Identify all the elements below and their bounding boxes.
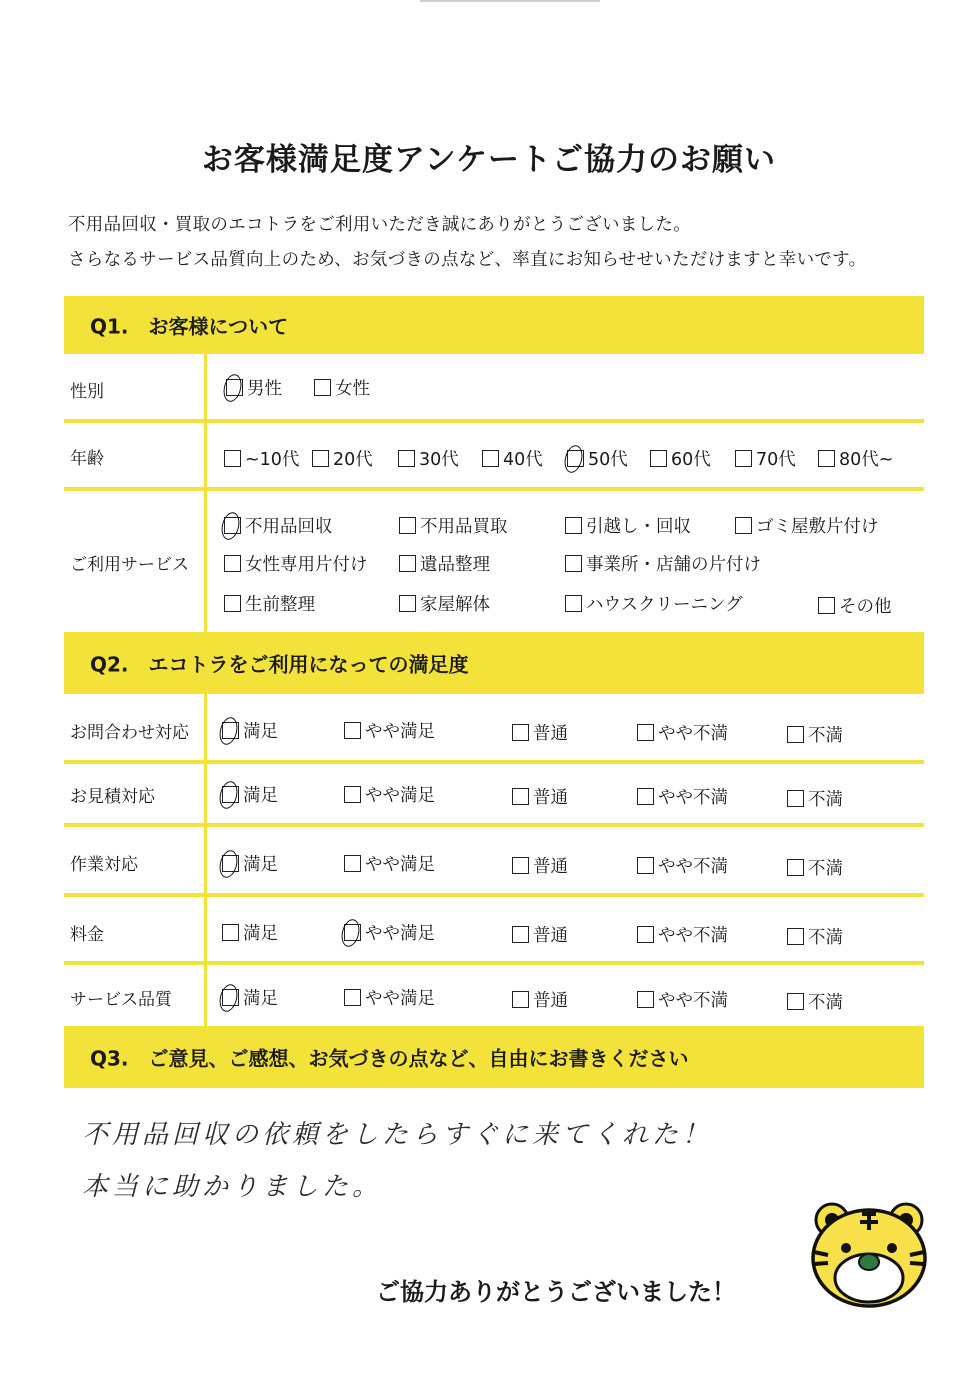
option-label: 普通 [533, 724, 568, 744]
q2-row1-somewhat-satisfied[interactable] [344, 782, 435, 807]
checkbox[interactable] [512, 926, 529, 943]
service-option-garbage-house[interactable] [735, 513, 879, 538]
q3-heading: Q3. ご意見、ご感想、お気づきの点など、自由にお書きください [90, 1046, 689, 1071]
checkbox[interactable] [224, 595, 241, 612]
handwritten-circle-mark [562, 443, 585, 474]
q2-row2-somewhat-dissatisfied[interactable] [637, 853, 728, 878]
option-label: 女性専用片付け [245, 555, 368, 575]
option-label: 満足 [243, 722, 278, 742]
checkbox[interactable] [567, 450, 584, 467]
checkbox[interactable] [637, 926, 654, 943]
handwritten-circle-mark [217, 715, 240, 746]
q2-row4-somewhat-dissatisfied[interactable] [637, 987, 728, 1012]
option-label: 普通 [533, 788, 568, 808]
q2-row2-somewhat-satisfied[interactable] [344, 851, 435, 876]
age-label: 年齢 [70, 449, 104, 469]
q2-column-divider [204, 694, 207, 1026]
service-option-buyback[interactable] [399, 513, 508, 538]
service-option-other[interactable] [818, 593, 892, 618]
checkbox[interactable] [650, 450, 667, 467]
checkbox[interactable] [224, 555, 241, 572]
q2-row1-somewhat-dissatisfied[interactable] [637, 784, 728, 809]
option-label: やや満足 [365, 924, 435, 944]
option-label: 不満 [808, 928, 843, 948]
checkbox[interactable] [787, 726, 804, 743]
option-label: 不満 [808, 859, 843, 879]
option-label: 不満 [808, 790, 843, 810]
option-label: やや満足 [365, 989, 435, 1009]
q1-heading: Q1. お客様について [90, 314, 289, 339]
service-option-house-cleaning[interactable] [565, 591, 743, 616]
option-label: 80代~ [839, 450, 894, 470]
service-option-pre-death[interactable] [224, 591, 315, 616]
checkbox[interactable] [565, 555, 582, 572]
option-label: 生前整理 [245, 595, 315, 615]
option-label: 不満 [808, 993, 843, 1013]
gender-option-male[interactable] [226, 375, 282, 400]
service-option-estate[interactable] [399, 551, 490, 576]
checkbox[interactable] [398, 450, 415, 467]
checkbox[interactable] [512, 857, 529, 874]
handwritten-circle-mark [339, 917, 362, 948]
checkbox[interactable] [344, 722, 361, 739]
q2-row-label: お見積対応 [70, 787, 155, 807]
q2-row0-somewhat-dissatisfied[interactable] [637, 720, 728, 745]
option-label: 不満 [808, 726, 843, 746]
option-label: 満足 [243, 924, 278, 944]
row-divider [64, 487, 924, 491]
handwritten-circle-mark [217, 779, 240, 810]
q2-heading: Q2. エコトラをご利用になっての満足度 [90, 652, 469, 677]
option-label: やや満足 [365, 786, 435, 806]
option-label: 70代 [756, 450, 796, 470]
q2-row0-dissatisfied[interactable] [787, 722, 843, 747]
checkbox[interactable] [222, 786, 239, 803]
intro-line-2: さらなるサービス品質向上のため、お気づきの点など、率直にお知らせせいただけますと幸いです。 [68, 250, 867, 270]
option-label: やや不満 [658, 857, 728, 877]
option-label: 不用品回収 [245, 517, 333, 537]
q2-row0-somewhat-satisfied[interactable] [344, 718, 435, 743]
checkbox[interactable] [344, 786, 361, 803]
option-label: 50代 [588, 450, 628, 470]
row-divider [64, 419, 924, 423]
option-label: 満足 [243, 855, 278, 875]
option-label: やや不満 [658, 788, 728, 808]
service-option-women-only[interactable] [224, 551, 368, 576]
checkbox[interactable] [222, 924, 239, 941]
checkbox[interactable] [787, 859, 804, 876]
q2-row3-neutral[interactable] [512, 922, 568, 947]
checkbox[interactable] [344, 924, 361, 941]
option-label: 満足 [243, 989, 278, 1009]
q2-row2-neutral[interactable] [512, 853, 568, 878]
tiger-face-icon [810, 1200, 928, 1308]
age-option-70s[interactable] [735, 446, 796, 471]
option-label: その他 [839, 597, 892, 617]
checkbox[interactable] [818, 597, 835, 614]
service-label: ご利用サービス [70, 555, 189, 575]
checkbox[interactable] [314, 379, 331, 396]
checkbox[interactable] [818, 450, 835, 467]
option-label: 不用品買取 [420, 517, 508, 537]
checkbox[interactable] [312, 450, 329, 467]
checkbox[interactable] [637, 857, 654, 874]
q3-header [64, 1026, 924, 1088]
handwritten-circle-mark [221, 372, 244, 403]
q2-row2-satisfied[interactable] [222, 851, 278, 876]
checkbox[interactable] [226, 379, 243, 396]
option-label: 60代 [671, 450, 711, 470]
checkbox[interactable] [399, 595, 416, 612]
option-label: 引越し・回収 [586, 517, 691, 537]
handwritten-circle-mark [217, 848, 240, 879]
checkbox[interactable] [222, 722, 239, 739]
option-label: 遺品整理 [420, 555, 490, 575]
age-option-20s[interactable] [312, 446, 373, 471]
q2-row4-satisfied[interactable] [222, 985, 278, 1010]
option-label: やや不満 [658, 926, 728, 946]
row-divider [64, 961, 924, 965]
option-label: やや不満 [658, 991, 728, 1011]
age-option-under-10[interactable] [224, 446, 299, 471]
q2-row-label: 料金 [70, 925, 104, 945]
option-label: 20代 [333, 450, 373, 470]
option-label: 女性 [335, 379, 370, 399]
q2-row1-satisfied[interactable] [222, 782, 278, 807]
age-option-60s[interactable] [650, 446, 711, 471]
option-label: ハウスクリーニング [586, 595, 743, 615]
handwritten-circle-mark [219, 510, 242, 541]
checkbox[interactable] [787, 928, 804, 945]
q2-row-label: サービス品質 [70, 990, 172, 1010]
handwritten-circle-mark [217, 982, 240, 1013]
checkbox[interactable] [344, 855, 361, 872]
q2-row4-somewhat-satisfied[interactable] [344, 985, 435, 1010]
option-label: 男性 [247, 379, 282, 399]
service-option-disposal[interactable] [224, 513, 333, 538]
option-label: 30代 [419, 450, 459, 470]
q2-row3-dissatisfied[interactable] [787, 924, 843, 949]
checkbox[interactable] [637, 788, 654, 805]
handwritten-answer-line-1: 不用品回収の依頼をしたらすぐに来てくれた！ [82, 1120, 713, 1150]
checkbox[interactable] [565, 517, 582, 534]
q2-row3-somewhat-dissatisfied[interactable] [637, 922, 728, 947]
service-option-moving[interactable] [565, 513, 691, 538]
q2-row1-neutral[interactable] [512, 784, 568, 809]
gender-label: 性別 [70, 382, 104, 402]
option-label: やや満足 [365, 855, 435, 875]
age-option-80s-plus[interactable] [818, 446, 893, 471]
q2-row3-satisfied[interactable] [222, 920, 278, 945]
row-divider [64, 893, 924, 897]
q2-row0-satisfied[interactable] [222, 718, 278, 743]
option-label: 普通 [533, 991, 568, 1011]
checkbox[interactable] [512, 788, 529, 805]
q2-row-label: 作業対応 [70, 855, 138, 875]
intro-line-1: 不用品回収・買取のエコトラをご利用いただき誠にありがとうございました。 [68, 215, 691, 235]
option-label: 満足 [243, 786, 278, 806]
checkbox[interactable] [224, 450, 241, 467]
gender-option-female[interactable] [314, 375, 370, 400]
option-label: 40代 [503, 450, 543, 470]
checkbox[interactable] [224, 517, 241, 534]
option-label: やや不満 [658, 724, 728, 744]
option-label: やや満足 [365, 722, 435, 742]
q2-row4-neutral[interactable] [512, 987, 568, 1012]
q2-header [64, 632, 924, 694]
checkbox[interactable] [735, 450, 752, 467]
checkbox[interactable] [399, 517, 416, 534]
option-label: 家屋解体 [420, 595, 490, 615]
q2-row4-dissatisfied[interactable] [787, 989, 843, 1014]
q2-row0-neutral[interactable] [512, 720, 568, 745]
q2-row3-somewhat-satisfied[interactable] [344, 920, 435, 945]
checkbox[interactable] [482, 450, 499, 467]
service-option-demolition[interactable] [399, 591, 490, 616]
checkbox[interactable] [787, 790, 804, 807]
checkbox[interactable] [344, 989, 361, 1006]
option-label: 事業所・店舗の片付け [586, 555, 761, 575]
q2-row1-dissatisfied[interactable] [787, 786, 843, 811]
option-label: ~10代 [245, 450, 300, 470]
q1-header [64, 296, 924, 354]
q2-row-label: お問合わせ対応 [70, 723, 189, 743]
page-title: お客様満足度アンケートご協力のお願い [201, 142, 777, 178]
checkbox[interactable] [512, 724, 529, 741]
row-divider [64, 760, 924, 764]
checkbox[interactable] [399, 555, 416, 572]
checkbox[interactable] [222, 855, 239, 872]
age-option-30s[interactable] [398, 446, 459, 471]
row-divider [64, 823, 924, 827]
q1-column-divider [204, 354, 207, 632]
closing-message: ご協力ありがとうございました！ [376, 1278, 736, 1306]
age-option-50s[interactable] [567, 446, 628, 471]
option-label: ゴミ屋敷片付け [756, 517, 879, 537]
checkbox[interactable] [637, 724, 654, 741]
checkbox[interactable] [512, 991, 529, 1008]
checkbox[interactable] [735, 517, 752, 534]
scan-edge-line [420, 0, 600, 2]
handwritten-answer-line-2: 本当に助かりました。 [82, 1172, 383, 1202]
checkbox[interactable] [637, 991, 654, 1008]
service-option-office[interactable] [565, 551, 761, 576]
age-option-40s[interactable] [482, 446, 543, 471]
checkbox[interactable] [787, 993, 804, 1010]
checkbox[interactable] [222, 989, 239, 1006]
option-label: 普通 [533, 926, 568, 946]
checkbox[interactable] [565, 595, 582, 612]
option-label: 普通 [533, 857, 568, 877]
q2-row2-dissatisfied[interactable] [787, 855, 843, 880]
